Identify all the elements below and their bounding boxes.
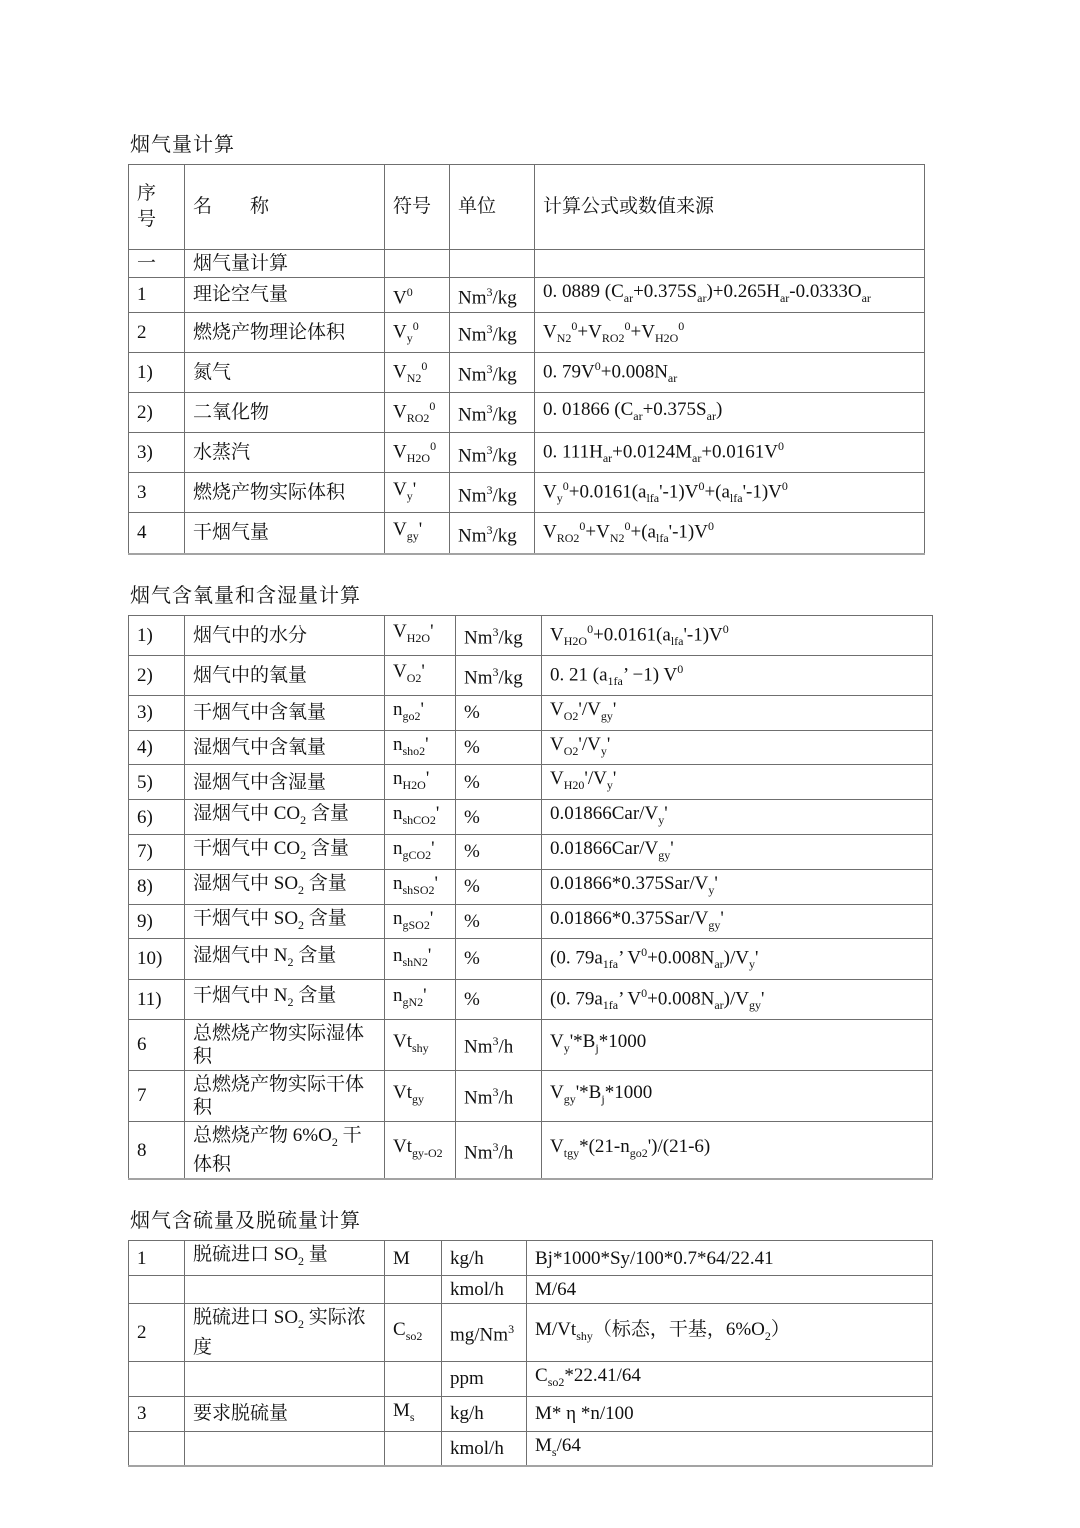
table-cell xyxy=(535,250,925,278)
table-cell: % xyxy=(456,834,542,869)
table-cell: $Vt_{gy}$ xyxy=(385,1070,456,1121)
table-cell: 理论空气量 xyxy=(185,278,385,313)
table-cell: 水蒸汽 xyxy=(185,433,385,473)
table-cell: 干烟气中含氧量 xyxy=(185,695,385,730)
table-row xyxy=(129,433,925,473)
table-cell: $0.01866Car/V_{gy}'$ xyxy=(542,834,933,869)
table-cell: 8 xyxy=(129,1121,185,1179)
table-cell: Nm$^3$/kg xyxy=(450,513,535,554)
table-cell xyxy=(385,250,450,278)
table-row xyxy=(129,1070,933,1121)
table-cell: Nm$^3$/kg xyxy=(450,393,535,433)
table-cell: 烟气中的氧量 xyxy=(185,655,385,695)
table-cell: $n_{shSO2}'$ xyxy=(385,869,456,904)
table-cell: $V_{gy}'*B_j*1000$ xyxy=(542,1070,933,1121)
table-row xyxy=(129,393,925,433)
table-cell: $V_{N2}^0$ xyxy=(385,352,450,392)
table-cell: 11) xyxy=(129,979,185,1019)
table-cell: 1) xyxy=(129,615,185,655)
table-row xyxy=(129,979,933,1019)
table-cell: % xyxy=(456,979,542,1019)
table-cell: 烟气量计算 xyxy=(185,250,385,278)
section-flue-gas-volume xyxy=(128,134,940,555)
table-cell: $n_{gN2}'$ xyxy=(385,979,456,1019)
table-cell: 6) xyxy=(129,800,185,835)
table-cell: $0.01866*0.375Sar/V_y'$ xyxy=(542,869,933,904)
table-cell: 燃烧产物理论体积 xyxy=(185,312,385,352)
table-cell: $0.01866*0.375Sar/V_{gy}'$ xyxy=(542,904,933,939)
table-row xyxy=(129,1241,933,1276)
table-cell: 6 xyxy=(129,1019,185,1070)
table-cell xyxy=(129,1362,185,1397)
table-cell: 2 xyxy=(129,1304,185,1362)
sulfur-desulfurization-table-body xyxy=(129,1241,933,1466)
table-cell: 3 xyxy=(129,1396,185,1431)
table-cell: 4 xyxy=(129,513,185,554)
table-cell: 总燃烧产物 $6\%O_2$ 干体积 xyxy=(185,1121,385,1179)
table-cell: (0. $79a_{1fa}$’ $V^0+0.008N_{ar})/V_y'$ xyxy=(542,939,933,979)
table-cell: $V_{gy}'$ xyxy=(385,513,450,554)
table-cell: % xyxy=(456,800,542,835)
table-cell: kg/h xyxy=(442,1396,527,1431)
table-cell xyxy=(185,1362,385,1397)
table-cell: kg/h xyxy=(442,1241,527,1276)
table-cell: $n_{go2}'$ xyxy=(385,695,456,730)
table-cell: 2) xyxy=(129,655,185,695)
table-cell: Nm$^3$/kg xyxy=(450,433,535,473)
table-cell: 2 xyxy=(129,312,185,352)
table-cell: 9) xyxy=(129,904,185,939)
table-cell: $M_s$ xyxy=(385,1396,442,1431)
table-cell: % xyxy=(456,869,542,904)
table-cell: 燃烧产物实际体积 xyxy=(185,473,385,513)
table-cell: kmol/h xyxy=(442,1276,527,1304)
table-cell xyxy=(129,1431,185,1466)
table-cell: Nm$^3$/h xyxy=(456,1019,542,1070)
table-cell: $V_y'*B_j*1000$ xyxy=(542,1019,933,1070)
table-cell: Nm$^3$/h xyxy=(456,1121,542,1179)
column-header: 名 称 xyxy=(185,165,385,250)
table-cell: 要求脱硫量 xyxy=(185,1396,385,1431)
table-cell: 干烟气量 xyxy=(185,513,385,554)
table-cell: 7 xyxy=(129,1070,185,1121)
table-cell: $n_{gCO2}'$ xyxy=(385,834,456,869)
table-cell: (0. $79a_{1fa}$’ $V^0+0.008N_{ar})/V_{gy}'$ xyxy=(542,979,933,1019)
table-cell: 1) xyxy=(129,352,185,392)
table-row xyxy=(129,765,933,800)
table-cell: $V_y^0$ xyxy=(385,312,450,352)
flue-gas-volume-table xyxy=(128,164,925,555)
table-cell: Nm$^3$/kg xyxy=(450,278,535,313)
table-cell: 湿烟气中含氧量 xyxy=(185,730,385,765)
sulfur-desulfurization-table xyxy=(128,1240,933,1467)
table-cell: Bj*1000*Sy/100*0.7*64/22.41 xyxy=(527,1241,933,1276)
table-row xyxy=(129,869,933,904)
table-cell: $M_s/64$ xyxy=(527,1431,933,1466)
table-cell: $V_{O2}'/V_y'$ xyxy=(542,730,933,765)
table-row xyxy=(129,615,933,655)
column-header: 序 号 xyxy=(129,165,185,250)
table-cell: $M/Vt_{shy}$（标态，干基，$6\%O_2$） xyxy=(527,1304,933,1362)
table-cell: % xyxy=(456,765,542,800)
table-cell: 0. 0889 $(C_{ar}+0.375S_{ar})+0.265H_{ar}-0.0333O_{ar}$ xyxy=(535,278,925,313)
table-cell: $V_{H2O}'$ xyxy=(385,615,456,655)
column-header: 符号 xyxy=(385,165,450,250)
table-cell: 0. 21 ($a_{1fa}$’ −1) $V^0$ xyxy=(542,655,933,695)
table-cell: 湿烟气中 $SO_2$ 含量 xyxy=(185,869,385,904)
column-header: 计算公式或数值来源 xyxy=(535,165,925,250)
section-title-sulfur-desulfurization: 烟气含硫量及脱硫量计算 xyxy=(130,1210,361,1233)
table-row xyxy=(129,513,925,554)
table-cell: mg/Nm$^3$ xyxy=(442,1304,527,1362)
table-row xyxy=(129,352,925,392)
table-cell: Nm$^3$/h xyxy=(456,1070,542,1121)
table-cell: $n_{sho2}'$ xyxy=(385,730,456,765)
table-cell: 2) xyxy=(129,393,185,433)
table-row xyxy=(129,1019,933,1070)
table-cell: $V_{H2O}^0+0.0161(a_{lfa}'-1)V^0$ xyxy=(542,615,933,655)
table-cell: % xyxy=(456,939,542,979)
table-cell: $V_{O2}'/V_{gy}'$ xyxy=(542,695,933,730)
table-cell xyxy=(450,250,535,278)
section-title-flue-gas-volume: 烟气量计算 xyxy=(130,134,235,156)
flue-gas-volume-table-body xyxy=(129,165,925,554)
table-cell: ppm xyxy=(442,1362,527,1397)
oxygen-moisture-table xyxy=(128,615,933,1181)
table-cell: M* η *n/100 xyxy=(527,1396,933,1431)
table-cell: $V_{O2}'$ xyxy=(385,655,456,695)
table-row xyxy=(129,655,933,695)
section-title-oxygen-moisture: 烟气含氧量和含湿量计算 xyxy=(130,584,361,607)
table-header-row xyxy=(129,165,925,250)
table-cell: 总燃烧产物实际干体积 xyxy=(185,1070,385,1121)
table-cell: 0. 01866 $(C_{ar}+0.375S_{ar})$ xyxy=(535,393,925,433)
table-row xyxy=(129,730,933,765)
table-cell xyxy=(385,1362,442,1397)
table-cell: 脱硫进口 $SO_2$ 量 xyxy=(185,1241,385,1276)
table-cell: Nm$^3$/kg xyxy=(450,473,535,513)
table-cell: 4) xyxy=(129,730,185,765)
table-cell xyxy=(129,1276,185,1304)
table-cell: 湿烟气中 $N_2$ 含量 xyxy=(185,939,385,979)
table-cell: $C_{so2}*22.41/64$ xyxy=(527,1362,933,1397)
table-cell: 脱硫进口 $SO_2$ 实际浓度 xyxy=(185,1304,385,1362)
table-cell: 0. $111H_{ar}+0.0124M_{ar}+0.0161V^0$ xyxy=(535,433,925,473)
table-cell: Nm$^3$/kg xyxy=(450,352,535,392)
table-cell: 3 xyxy=(129,473,185,513)
table-cell: M xyxy=(385,1241,442,1276)
table-cell: 3) xyxy=(129,433,185,473)
table-cell: % xyxy=(456,730,542,765)
section-sulfur-desulfurization xyxy=(128,1210,940,1467)
table-cell xyxy=(385,1276,442,1304)
table-cell: % xyxy=(456,904,542,939)
table-cell: 干烟气中 $CO_2$ 含量 xyxy=(185,834,385,869)
table-cell: $n_{gSO2}'$ xyxy=(385,904,456,939)
table-cell: M/64 xyxy=(527,1276,933,1304)
table-cell: 5) xyxy=(129,765,185,800)
table-cell: $Vt_{shy}$ xyxy=(385,1019,456,1070)
table-cell: 湿烟气中 $CO_2$ 含量 xyxy=(185,800,385,835)
table-cell xyxy=(385,1431,442,1466)
table-cell: 氮气 xyxy=(185,352,385,392)
document-content xyxy=(128,134,940,1497)
oxygen-moisture-table-body xyxy=(129,615,933,1179)
table-row xyxy=(129,800,933,835)
table-row xyxy=(129,278,925,313)
table-row xyxy=(129,312,925,352)
table-row xyxy=(129,1431,933,1466)
table-cell: 10) xyxy=(129,939,185,979)
table-cell: $n_{H2O}'$ xyxy=(385,765,456,800)
table-cell: 7) xyxy=(129,834,185,869)
table-cell: 1 xyxy=(129,278,185,313)
table-cell: $V_{RO2}^0$ xyxy=(385,393,450,433)
table-cell: 0. $79V^0+0.008N_{ar}$ xyxy=(535,352,925,392)
table-cell: $V_y'$ xyxy=(385,473,450,513)
table-row xyxy=(129,1276,933,1304)
section-oxygen-moisture xyxy=(128,585,940,1181)
table-cell: 3) xyxy=(129,695,185,730)
table-row xyxy=(129,834,933,869)
table-cell: 一 xyxy=(129,250,185,278)
table-cell: $V_{H20}'/V_y'$ xyxy=(542,765,933,800)
column-header: 单位 xyxy=(450,165,535,250)
table-cell: Nm$^3$/kg xyxy=(450,312,535,352)
table-cell: 二氧化物 xyxy=(185,393,385,433)
table-cell: $C_{so2}$ xyxy=(385,1304,442,1362)
table-cell: $n_{shN2}'$ xyxy=(385,939,456,979)
table-cell: $V^0$ xyxy=(385,278,450,313)
table-cell: 湿烟气中含湿量 xyxy=(185,765,385,800)
table-cell: kmol/h xyxy=(442,1431,527,1466)
table-cell: 1 xyxy=(129,1241,185,1276)
table-cell: Nm$^3$/kg xyxy=(456,655,542,695)
table-row xyxy=(129,1304,933,1362)
table-cell: $V_{N2}^0+V_{RO2}^0+V_{H2O}^0$ xyxy=(535,312,925,352)
table-cell: 干烟气中 $SO_2$ 含量 xyxy=(185,904,385,939)
table-row xyxy=(129,904,933,939)
table-row xyxy=(129,695,933,730)
table-cell xyxy=(185,1431,385,1466)
table-row xyxy=(129,473,925,513)
table-row xyxy=(129,250,925,278)
table-cell: $V_{tgy}*(21-n_{go2}')/(21-6)$ xyxy=(542,1121,933,1179)
table-cell: $Vt_{gy-O2}$ xyxy=(385,1121,456,1179)
table-row xyxy=(129,939,933,979)
table-cell: $0.01866Car/V_y'$ xyxy=(542,800,933,835)
table-cell: 干烟气中 $N_2$ 含量 xyxy=(185,979,385,1019)
table-cell: 8) xyxy=(129,869,185,904)
table-cell: $V_y^0+0.0161(a_{lfa}'-1)V^0+(a_{lfa}'-1)V^0$ xyxy=(535,473,925,513)
table-row xyxy=(129,1396,933,1431)
table-cell: $V_{RO2}^0+V_{N2}^0+(a_{lfa}'-1)V^0$ xyxy=(535,513,925,554)
table-cell: $V_{H2O}^0$ xyxy=(385,433,450,473)
table-row xyxy=(129,1121,933,1179)
table-cell xyxy=(185,1276,385,1304)
table-row xyxy=(129,1362,933,1397)
table-cell: 烟气中的水分 xyxy=(185,615,385,655)
table-cell: Nm$^3$/kg xyxy=(456,615,542,655)
table-cell: % xyxy=(456,695,542,730)
table-cell: 总燃烧产物实际湿体积 xyxy=(185,1019,385,1070)
table-cell: $n_{shCO2}'$ xyxy=(385,800,456,835)
